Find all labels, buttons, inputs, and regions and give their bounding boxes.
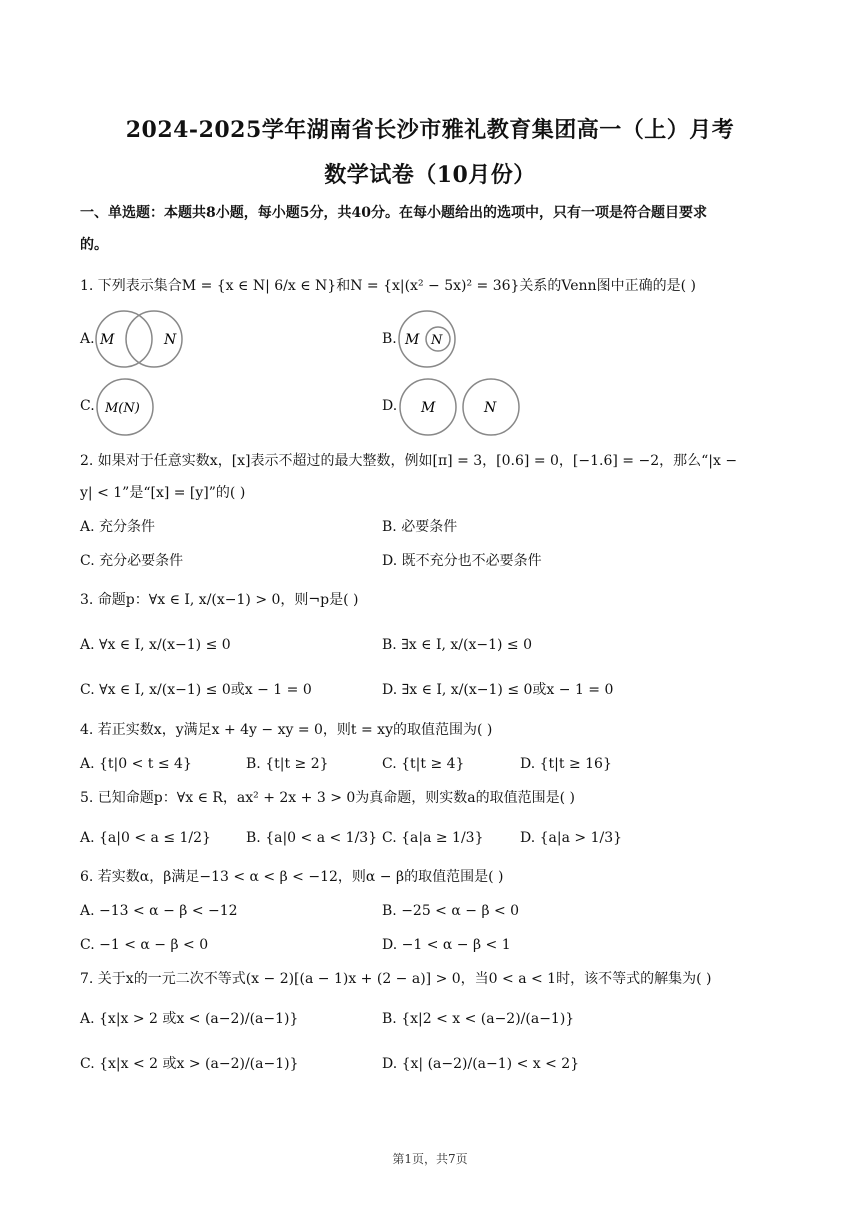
- q1-stem: 1. 下列表示集合M = {x ∈ N| 6/x ∈ N}和N = {x|(x² − 5x)² = 36}关系的Venn图中正确的是( ): [80, 278, 696, 294]
- q2-option-a[interactable]: A. 充分条件: [80, 519, 156, 535]
- section-intro-line2: 的。: [80, 237, 108, 253]
- q5-option-a[interactable]: A. {a|0 < a ≤ 1/2}: [80, 830, 211, 846]
- page-number: 第1页，共7页: [392, 1152, 468, 1166]
- q1-option-c-venn: [94, 377, 156, 437]
- q6-option-c[interactable]: C. −1 < α − β < 0: [80, 937, 209, 953]
- q4-option-d[interactable]: D. {t|t ≥ 16}: [520, 756, 612, 772]
- q3-option-d[interactable]: D. ∃x ∈ I, x/(x−1) ≤ 0或x − 1 = 0: [382, 682, 614, 698]
- q7-option-a[interactable]: A. {x|x > 2 或x < (a−2)/(a−1)}: [80, 1011, 299, 1027]
- q2-option-d[interactable]: D. 既不充分也不必要条件: [382, 553, 542, 569]
- q5-option-b[interactable]: B. {a|0 < a < 1/3}: [246, 830, 378, 846]
- q2-stem-line1: 2. 如果对于任意实数x，[x]表示不超过的最大整数，例如[π] = 3，[0.6] = 0，[−1.6] = −2，那么“|x −: [80, 453, 738, 469]
- q1-option-a-label: A.: [80, 331, 95, 347]
- q5-stem: 5. 已知命题p：∀x ∈ R，ax² + 2x + 3 > 0为真命题，则实数a的取值范围是( ): [80, 790, 576, 806]
- q4-stem: 4. 若正实数x，y满足x + 4y − xy = 0，则t = xy的取值范围为( ): [80, 722, 493, 738]
- exam-title-line2: 数学试卷（10月份）: [324, 162, 536, 188]
- q1-option-b-label: B.: [382, 331, 397, 347]
- q7-option-c[interactable]: C. {x|x < 2 或x > (a−2)/(a−1)}: [80, 1056, 299, 1072]
- q1-option-b-venn: [396, 309, 458, 369]
- q2-option-c[interactable]: C. 充分必要条件: [80, 553, 184, 569]
- venn-d-m-label: M: [421, 400, 436, 416]
- q3-option-b[interactable]: B. ∃x ∈ I, x/(x−1) ≤ 0: [382, 637, 532, 653]
- q7-option-b[interactable]: B. {x|2 < x < (a−2)/(a−1)}: [382, 1011, 575, 1027]
- q3-stem: 3. 命题p：∀x ∈ I, x/(x−1) > 0，则¬p是( ): [80, 592, 359, 608]
- venn-a-n-label: N: [164, 332, 177, 348]
- q4-option-b[interactable]: B. {t|t ≥ 2}: [246, 756, 329, 772]
- q1-option-a-venn: [94, 308, 186, 370]
- venn-b-n-label: N: [431, 333, 443, 348]
- q5-option-c[interactable]: C. {a|a ≥ 1/3}: [382, 830, 484, 846]
- q6-option-b[interactable]: B. −25 < α − β < 0: [382, 903, 520, 919]
- q3-option-c[interactable]: C. ∀x ∈ I, x/(x−1) ≤ 0或x − 1 = 0: [80, 682, 312, 698]
- q6-option-a[interactable]: A. −13 < α − β < −12: [80, 903, 238, 919]
- q3-option-a[interactable]: A. ∀x ∈ I, x/(x−1) ≤ 0: [80, 637, 231, 653]
- exam-title-line1: 2024-2025学年湖南省长沙市雅礼教育集团高一（上）月考: [125, 117, 735, 143]
- q7-option-d[interactable]: D. {x| (a−2)/(a−1) < x < 2}: [382, 1056, 580, 1072]
- q7-stem: 7. 关于x的一元二次不等式(x − 2)[(a − 1)x + (2 − a)] > 0，当0 < a < 1时，该不等式的解集为( ): [80, 971, 712, 987]
- q2-stem-line2: y| < 1”是“[x] = [y]”的( ): [80, 485, 246, 501]
- q4-option-a[interactable]: A. {t|0 < t ≤ 4}: [80, 756, 192, 772]
- venn-d-n-label: N: [484, 400, 497, 416]
- q6-stem: 6. 若实数α，β满足−13 < α < β < −12，则α − β的取值范围是( ): [80, 869, 504, 885]
- q2-option-b[interactable]: B. 必要条件: [382, 519, 458, 535]
- q5-option-d[interactable]: D. {a|a > 1/3}: [520, 830, 623, 846]
- q1-option-d-venn: [398, 377, 522, 437]
- q1-option-c-label: C.: [80, 398, 95, 414]
- venn-b-m-label: M: [405, 332, 420, 348]
- section-intro-line1: 一、单选题：本题共8小题，每小题5分，共40分。在每小题给出的选项中，只有一项是符合题目要求: [80, 205, 707, 221]
- q1-option-d-label: D.: [382, 398, 398, 414]
- venn-c-label: M(N): [105, 401, 140, 416]
- q4-option-c[interactable]: C. {t|t ≥ 4}: [382, 756, 465, 772]
- venn-a-m-label: M: [100, 332, 115, 348]
- q6-option-d[interactable]: D. −1 < α − β < 1: [382, 937, 511, 953]
